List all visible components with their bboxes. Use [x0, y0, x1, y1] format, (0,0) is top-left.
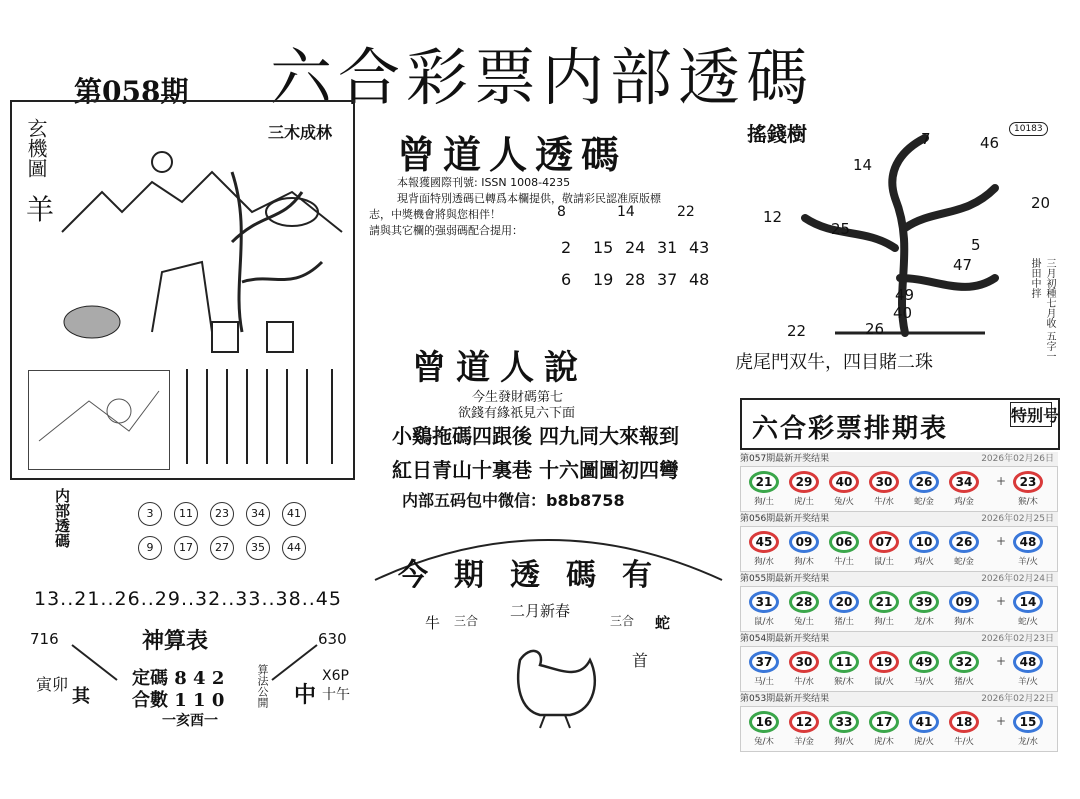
- result-zodiac: 兔/火: [834, 497, 854, 507]
- result-zodiac: 猪/土: [834, 617, 854, 627]
- result-date: 2026年02月25日: [981, 514, 1054, 524]
- result-ball: 06: [829, 531, 859, 553]
- xuanji-hint: 羊: [26, 193, 55, 226]
- result-zodiac: 狗/土: [874, 617, 894, 627]
- result-title: 第057期最新开奖结果: [740, 454, 830, 464]
- special-label: 特别号: [1010, 402, 1052, 427]
- mid-number: 24: [625, 238, 646, 257]
- mid-number: 48: [689, 270, 710, 289]
- result-ball: 45: [749, 531, 779, 553]
- result-title: 第054期最新开奖结果: [740, 634, 830, 644]
- result-zodiac: 鼠/火: [874, 677, 894, 687]
- chun-text: 二月新春: [510, 602, 571, 620]
- jinqi-panel: [370, 520, 727, 730]
- result-zodiac: 鼠/土: [874, 557, 894, 567]
- page-title: 六合彩票内部透碼: [270, 41, 815, 114]
- mid-number: 15: [593, 238, 614, 257]
- special-zodiac: 羊/火: [1018, 677, 1038, 687]
- stamp-badge: 10183: [1009, 122, 1048, 136]
- result-zodiac: 蛇/金: [914, 497, 934, 507]
- result-zodiac: 牛/土: [834, 557, 854, 567]
- result-ball: 21: [749, 471, 779, 493]
- result-date: 2026年02月24日: [981, 574, 1054, 584]
- zeng-say-panel: [372, 336, 727, 514]
- special-ball: 15: [1013, 711, 1043, 733]
- arrows: [22, 610, 362, 730]
- result-ball: 49: [909, 651, 939, 673]
- left-number: 716: [30, 630, 59, 648]
- tree-number: 47: [953, 256, 973, 274]
- ball-top: 23: [210, 502, 234, 526]
- sanhe-2: 三合: [610, 614, 635, 628]
- result-zodiac: 虎/木: [874, 737, 894, 747]
- result-zodiac: 牛/水: [794, 677, 814, 687]
- shensuan-title: 神算表: [142, 628, 209, 654]
- special-zodiac: 龙/水: [1018, 737, 1038, 747]
- result-row: [740, 466, 1058, 512]
- poem-2: 欲錢有緣祇見六下面: [458, 406, 576, 421]
- mid-number: 19: [593, 270, 614, 289]
- mid-number: 2: [561, 238, 572, 257]
- tree-number: 7: [921, 130, 931, 148]
- puzzle-drawing: [42, 132, 352, 362]
- right-number: 630: [318, 630, 347, 648]
- plus-sign: +: [996, 594, 1007, 608]
- result-zodiac: 鼠/水: [754, 617, 774, 627]
- yin-line: 一亥酉一: [162, 713, 218, 729]
- mid-number: 14: [617, 204, 635, 220]
- ball-top: 34: [246, 502, 270, 526]
- tree-panel: [735, 108, 1070, 376]
- tree-number: 46: [980, 134, 1000, 152]
- result-zodiac: 羊/金: [794, 737, 814, 747]
- result-row: [740, 526, 1058, 572]
- result-header: [740, 452, 1058, 466]
- middle-panel: [367, 118, 727, 316]
- result-zodiac: 马/火: [914, 677, 934, 687]
- result-date: 2026年02月26日: [981, 454, 1054, 464]
- result-ball: 18: [949, 711, 979, 733]
- niu-char: 牛: [425, 614, 441, 632]
- mid-number: 22: [677, 204, 695, 220]
- result-zodiac: 狗/水: [754, 557, 774, 567]
- result-ball: 30: [789, 651, 819, 673]
- shou-char: 首: [632, 651, 649, 670]
- result-header: [740, 512, 1058, 526]
- issue-number: 第058期: [74, 75, 189, 108]
- result-zodiac: 狗/木: [794, 557, 814, 567]
- result-ball: 21: [869, 591, 899, 613]
- result-ball: 11: [829, 651, 859, 673]
- handwritten-columns: [177, 364, 352, 474]
- result-ball: 07: [869, 531, 899, 553]
- result-ball: 31: [749, 591, 779, 613]
- result-ball: 20: [829, 591, 859, 613]
- result-ball: 19: [869, 651, 899, 673]
- result-date: 2026年02月23日: [981, 634, 1054, 644]
- sanhe-1: 三合: [454, 614, 479, 628]
- number-line: 13..21..26..29..32..33..38..45: [34, 588, 342, 610]
- result-zodiac: 鸡/火: [914, 557, 934, 567]
- result-ball: 32: [949, 651, 979, 673]
- inset-picture: [28, 370, 170, 470]
- result-ball: 29: [789, 471, 819, 493]
- schedule-header: [740, 398, 1060, 450]
- zeng-title: 曾道人透碼: [397, 132, 628, 177]
- tree-number: 12: [763, 208, 783, 226]
- result-ball: 33: [829, 711, 859, 733]
- result-date: 2026年02月22日: [981, 694, 1054, 704]
- sanmu-title: 三木成林: [268, 123, 333, 142]
- notice-2: 現背面特別透碼已轉爲本欄提供，敬請彩民認准原版標: [397, 192, 661, 205]
- result-row: [740, 646, 1058, 692]
- result-zodiac: 龙/木: [914, 617, 934, 627]
- result-zodiac: 兔/木: [754, 737, 774, 747]
- result-title: 第053期最新开奖结果: [740, 694, 830, 704]
- qi-char: 其: [72, 686, 90, 707]
- special-ball: 14: [1013, 591, 1043, 613]
- tree-number: 5: [971, 236, 981, 254]
- verse-1: 小鷄拖碼四跟後 四九同大來報到: [392, 424, 679, 448]
- result-zodiac: 鸡/金: [954, 497, 974, 507]
- mid-number: 6: [561, 270, 572, 289]
- dingma: 定碼 8 4 2: [132, 668, 225, 689]
- result-ball: 26: [909, 471, 939, 493]
- zeng-say-title: 曾道人說: [412, 348, 588, 388]
- result-ball: 28: [789, 591, 819, 613]
- mid-number: 37: [657, 270, 678, 289]
- result-zodiac: 虎/火: [914, 737, 934, 747]
- mid-number: 8: [557, 204, 566, 220]
- she-char: 蛇: [655, 614, 671, 632]
- plus-sign: +: [996, 534, 1007, 548]
- ball-bottom: 9: [138, 536, 162, 560]
- result-ball: 16: [749, 711, 779, 733]
- result-zodiac: 猴/木: [834, 677, 854, 687]
- result-ball: 12: [789, 711, 819, 733]
- result-zodiac: 兔/土: [794, 617, 814, 627]
- mid-number: 43: [689, 238, 710, 257]
- mid-number: 31: [657, 238, 678, 257]
- result-ball: 10: [909, 531, 939, 553]
- result-ball: 39: [909, 591, 939, 613]
- result-ball: 37: [749, 651, 779, 673]
- ball-top: 3: [138, 502, 162, 526]
- tree-number: 40: [893, 304, 913, 322]
- tree-caption: 虎尾門双牛，四目賭二珠: [735, 352, 933, 373]
- result-header: [740, 572, 1058, 586]
- result-ball: 26: [949, 531, 979, 553]
- tree-number: 26: [865, 320, 885, 338]
- neibu-label: 内部透碼: [53, 488, 71, 548]
- notice-3: 志，中獎機會將與您相伴！: [369, 208, 501, 221]
- ball-bottom: 35: [246, 536, 270, 560]
- poem-1: 今生發財碼第七: [472, 390, 564, 405]
- notice-1: 本報獲國際刊號: ISSN 1008-4235: [397, 176, 571, 189]
- result-zodiac: 马/土: [754, 677, 774, 687]
- result-header: [740, 692, 1058, 706]
- result-ball: 40: [829, 471, 859, 493]
- shensuan-panel: [22, 610, 362, 730]
- suanfa: 算法公開: [256, 664, 269, 708]
- ball-bottom: 44: [282, 536, 306, 560]
- right-hand-note: X6P十午: [322, 668, 350, 703]
- result-zodiac: 虎/土: [794, 497, 814, 507]
- mid-number: 28: [625, 270, 646, 289]
- tree-number: 14: [853, 156, 873, 174]
- verse-2: 紅日青山十裏巷 十六圖圖初四彎: [392, 458, 679, 482]
- result-ball: 30: [869, 471, 899, 493]
- result-zodiac: 牛/火: [954, 737, 974, 747]
- jinqi-title: 今期透碼有: [398, 558, 678, 593]
- result-zodiac: 牛/水: [874, 497, 894, 507]
- result-ball: 09: [949, 591, 979, 613]
- result-ball: 09: [789, 531, 819, 553]
- zhong-char: 中: [294, 682, 317, 708]
- special-zodiac: 蛇/火: [1018, 617, 1038, 627]
- heshu: 合數 1 1 0: [132, 690, 225, 711]
- tree-number: 22: [787, 322, 807, 340]
- ball-bottom: 17: [174, 536, 198, 560]
- result-zodiac: 狗/火: [834, 737, 854, 747]
- notice-4: 請與其它欄的强弱碼配合提用：: [369, 224, 523, 237]
- left-hand-note: 寅卯: [36, 675, 69, 694]
- left-panel: [10, 100, 355, 480]
- result-row: [740, 586, 1058, 632]
- special-ball: 23: [1013, 471, 1043, 493]
- result-title: 第055期最新开奖结果: [740, 574, 830, 584]
- tree-number: 20: [1031, 194, 1051, 212]
- result-ball: 34: [949, 471, 979, 493]
- plus-sign: +: [996, 654, 1007, 668]
- special-ball: 48: [1013, 531, 1043, 553]
- result-ball: 41: [909, 711, 939, 733]
- plus-sign: +: [996, 714, 1007, 728]
- result-zodiac: 狗/土: [754, 497, 774, 507]
- schedule-title: 六合彩票排期表: [752, 414, 949, 444]
- tree-number: 25: [831, 220, 851, 238]
- tree-number: 49: [895, 286, 915, 304]
- plus-sign: +: [996, 474, 1007, 488]
- result-zodiac: 蛇/金: [954, 557, 974, 567]
- ball-top: 11: [174, 502, 198, 526]
- result-title: 第056期最新开奖结果: [740, 514, 830, 524]
- special-ball: 48: [1013, 651, 1043, 673]
- result-row: [740, 706, 1058, 752]
- special-zodiac: 羊/火: [1018, 557, 1038, 567]
- result-ball: 17: [869, 711, 899, 733]
- result-header: [740, 632, 1058, 646]
- special-zodiac: 猴/木: [1018, 497, 1038, 507]
- xuanji-label: 玄機圖: [24, 118, 48, 178]
- rooster-icon: [500, 640, 610, 730]
- wechat-line: 内部五码包中微信：b8b8758: [402, 491, 625, 510]
- neibu-panel: [28, 480, 355, 580]
- result-zodiac: 狗/木: [954, 617, 974, 627]
- tree-side-note: 三月初種七月收 五字一掛田中拌: [1029, 258, 1055, 362]
- tree-title: 搖錢樹: [747, 122, 807, 146]
- ball-top: 41: [282, 502, 306, 526]
- ball-bottom: 27: [210, 536, 234, 560]
- result-zodiac: 猪/火: [954, 677, 974, 687]
